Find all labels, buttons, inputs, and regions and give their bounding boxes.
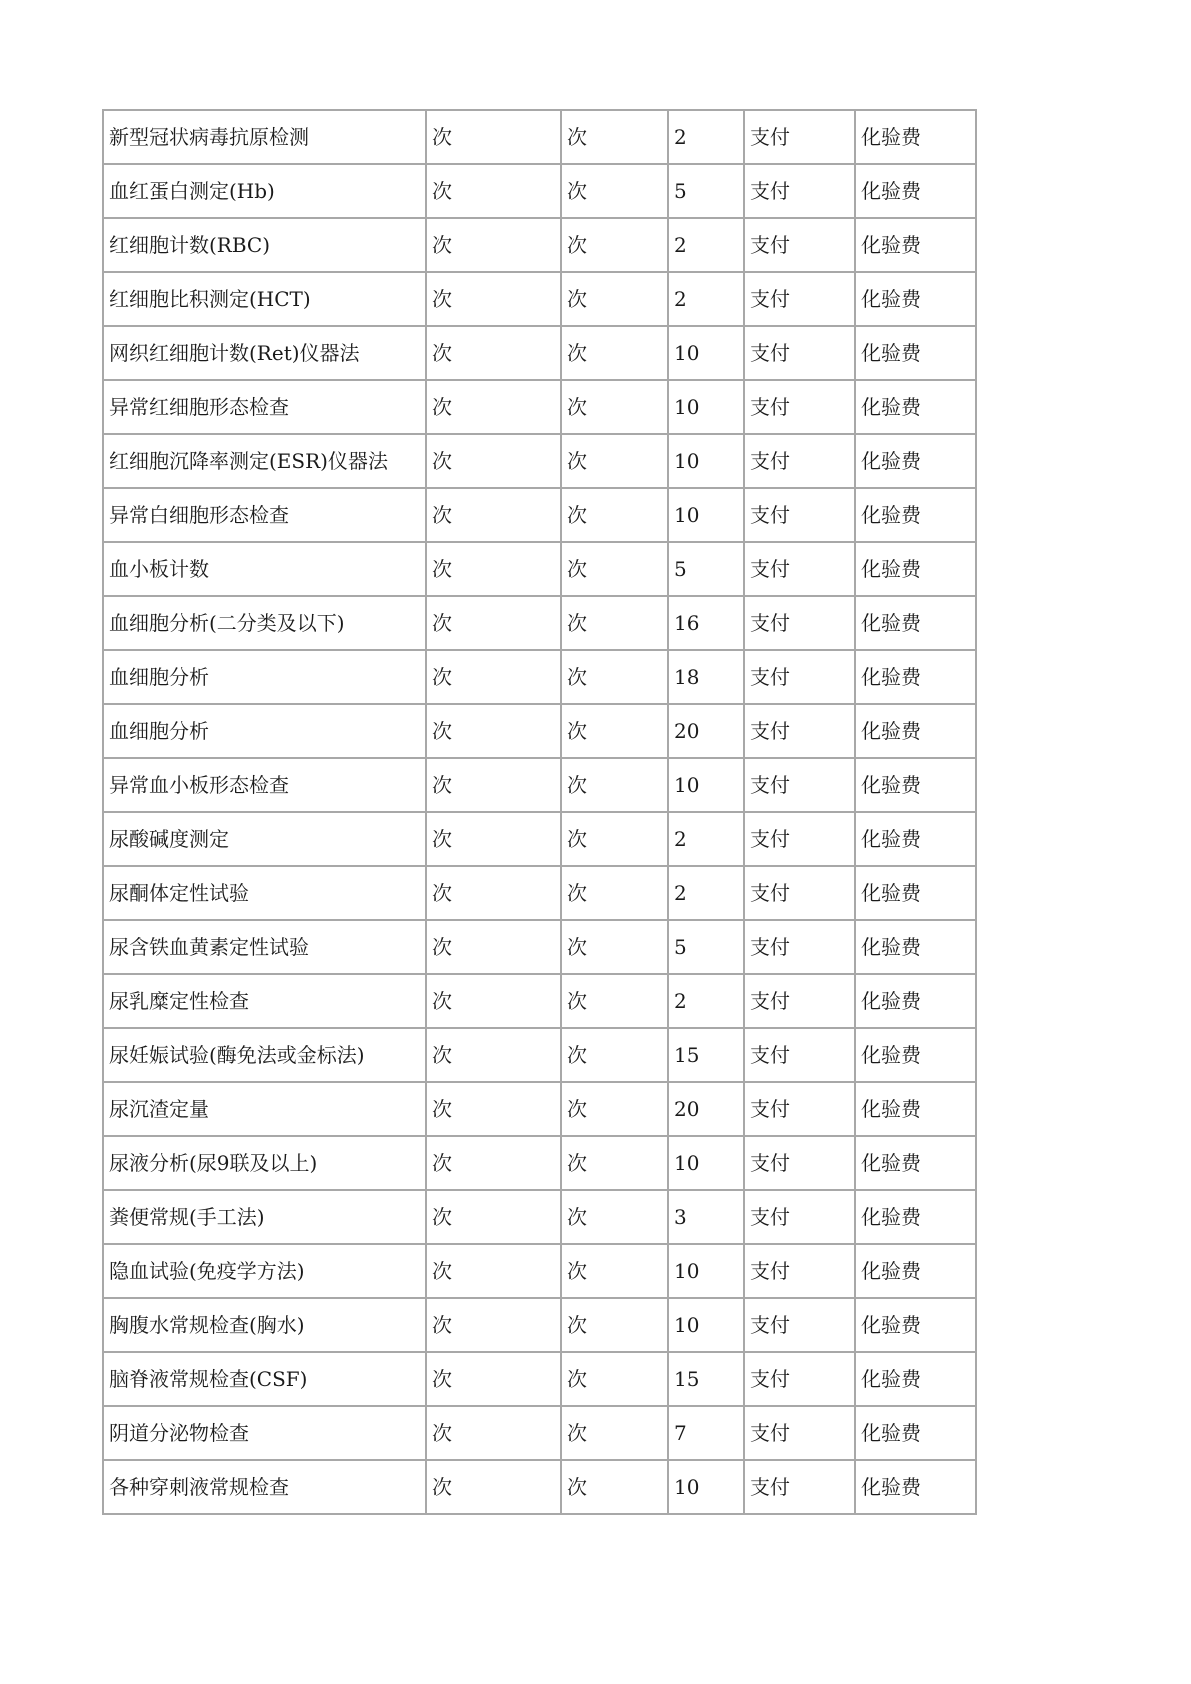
price-cell: 2 xyxy=(668,272,744,326)
fee-category-cell: 化验费 xyxy=(855,758,976,812)
billing-unit-cell: 次 xyxy=(561,704,668,758)
fee-category-cell: 化验费 xyxy=(855,434,976,488)
unit-cell: 次 xyxy=(426,1244,561,1298)
table-row xyxy=(103,110,976,164)
unit-cell: 次 xyxy=(426,488,561,542)
payment-type-cell: 支付 xyxy=(744,1082,855,1136)
table-row xyxy=(103,326,976,380)
billing-unit-cell: 次 xyxy=(561,434,668,488)
fee-category-cell: 化验费 xyxy=(855,1298,976,1352)
price-cell: 5 xyxy=(668,164,744,218)
payment-type-cell: 支付 xyxy=(744,1298,855,1352)
fee-category-cell: 化验费 xyxy=(855,326,976,380)
fee-category-cell: 化验费 xyxy=(855,920,976,974)
billing-unit-cell: 次 xyxy=(561,1460,668,1514)
table-row xyxy=(103,758,976,812)
unit-cell: 次 xyxy=(426,272,561,326)
price-cell: 10 xyxy=(668,488,744,542)
billing-unit-cell: 次 xyxy=(561,272,668,326)
unit-cell: 次 xyxy=(426,1190,561,1244)
price-cell: 2 xyxy=(668,110,744,164)
payment-type-cell: 支付 xyxy=(744,758,855,812)
payment-type-cell: 支付 xyxy=(744,974,855,1028)
unit-cell: 次 xyxy=(426,1136,561,1190)
payment-type-cell: 支付 xyxy=(744,920,855,974)
item-name-cell: 隐血试验(免疫学方法) xyxy=(103,1244,426,1298)
item-name-cell: 异常红细胞形态检查 xyxy=(103,380,426,434)
price-cell: 10 xyxy=(668,758,744,812)
price-cell: 10 xyxy=(668,1460,744,1514)
table-row xyxy=(103,1352,976,1406)
unit-cell: 次 xyxy=(426,1352,561,1406)
price-cell: 2 xyxy=(668,812,744,866)
billing-unit-cell: 次 xyxy=(561,110,668,164)
table-row xyxy=(103,380,976,434)
price-cell: 7 xyxy=(668,1406,744,1460)
item-name-cell: 血细胞分析(二分类及以下) xyxy=(103,596,426,650)
price-cell: 10 xyxy=(668,434,744,488)
unit-cell: 次 xyxy=(426,758,561,812)
fee-category-cell: 化验费 xyxy=(855,1244,976,1298)
item-name-cell: 血小板计数 xyxy=(103,542,426,596)
price-cell: 15 xyxy=(668,1352,744,1406)
payment-type-cell: 支付 xyxy=(744,218,855,272)
payment-type-cell: 支付 xyxy=(744,1406,855,1460)
price-cell: 2 xyxy=(668,866,744,920)
item-name-cell: 尿乳糜定性检查 xyxy=(103,974,426,1028)
table-row xyxy=(103,650,976,704)
table-row xyxy=(103,866,976,920)
billing-unit-cell: 次 xyxy=(561,380,668,434)
unit-cell: 次 xyxy=(426,326,561,380)
price-cell: 10 xyxy=(668,380,744,434)
billing-unit-cell: 次 xyxy=(561,218,668,272)
unit-cell: 次 xyxy=(426,1406,561,1460)
price-cell: 10 xyxy=(668,1298,744,1352)
billing-unit-cell: 次 xyxy=(561,1136,668,1190)
item-name-cell: 血红蛋白测定(Hb) xyxy=(103,164,426,218)
item-name-cell: 尿液分析(尿9联及以上) xyxy=(103,1136,426,1190)
unit-cell: 次 xyxy=(426,1028,561,1082)
unit-cell: 次 xyxy=(426,1082,561,1136)
payment-type-cell: 支付 xyxy=(744,650,855,704)
fee-category-cell: 化验费 xyxy=(855,110,976,164)
fee-category-cell: 化验费 xyxy=(855,218,976,272)
payment-type-cell: 支付 xyxy=(744,1190,855,1244)
unit-cell: 次 xyxy=(426,1298,561,1352)
table-row xyxy=(103,1460,976,1514)
table-row xyxy=(103,596,976,650)
fee-category-cell: 化验费 xyxy=(855,974,976,1028)
fee-category-cell: 化验费 xyxy=(855,1406,976,1460)
table-row xyxy=(103,1082,976,1136)
fee-category-cell: 化验费 xyxy=(855,380,976,434)
payment-type-cell: 支付 xyxy=(744,488,855,542)
price-cell: 15 xyxy=(668,1028,744,1082)
unit-cell: 次 xyxy=(426,110,561,164)
item-name-cell: 异常白细胞形态检查 xyxy=(103,488,426,542)
fee-category-cell: 化验费 xyxy=(855,1352,976,1406)
price-cell: 18 xyxy=(668,650,744,704)
price-cell: 3 xyxy=(668,1190,744,1244)
table-row xyxy=(103,1244,976,1298)
payment-type-cell: 支付 xyxy=(744,866,855,920)
unit-cell: 次 xyxy=(426,812,561,866)
fee-category-cell: 化验费 xyxy=(855,866,976,920)
fee-table xyxy=(102,109,977,1515)
price-cell: 2 xyxy=(668,218,744,272)
item-name-cell: 尿沉渣定量 xyxy=(103,1082,426,1136)
fee-category-cell: 化验费 xyxy=(855,272,976,326)
table-row xyxy=(103,974,976,1028)
fee-category-cell: 化验费 xyxy=(855,1136,976,1190)
table-row xyxy=(103,488,976,542)
table-row xyxy=(103,920,976,974)
price-cell: 10 xyxy=(668,326,744,380)
table-row xyxy=(103,1298,976,1352)
table-row xyxy=(103,812,976,866)
fee-category-cell: 化验费 xyxy=(855,1028,976,1082)
billing-unit-cell: 次 xyxy=(561,488,668,542)
billing-unit-cell: 次 xyxy=(561,974,668,1028)
payment-type-cell: 支付 xyxy=(744,596,855,650)
billing-unit-cell: 次 xyxy=(561,650,668,704)
item-name-cell: 血细胞分析 xyxy=(103,650,426,704)
table-row xyxy=(103,1406,976,1460)
unit-cell: 次 xyxy=(426,974,561,1028)
payment-type-cell: 支付 xyxy=(744,1244,855,1298)
unit-cell: 次 xyxy=(426,866,561,920)
price-cell: 5 xyxy=(668,542,744,596)
fee-category-cell: 化验费 xyxy=(855,488,976,542)
item-name-cell: 胸腹水常规检查(胸水) xyxy=(103,1298,426,1352)
billing-unit-cell: 次 xyxy=(561,1190,668,1244)
price-cell: 2 xyxy=(668,974,744,1028)
price-cell: 20 xyxy=(668,704,744,758)
billing-unit-cell: 次 xyxy=(561,542,668,596)
fee-category-cell: 化验费 xyxy=(855,596,976,650)
payment-type-cell: 支付 xyxy=(744,110,855,164)
unit-cell: 次 xyxy=(426,542,561,596)
payment-type-cell: 支付 xyxy=(744,326,855,380)
item-name-cell: 阴道分泌物检查 xyxy=(103,1406,426,1460)
unit-cell: 次 xyxy=(426,704,561,758)
item-name-cell: 尿酸碱度测定 xyxy=(103,812,426,866)
billing-unit-cell: 次 xyxy=(561,1028,668,1082)
unit-cell: 次 xyxy=(426,434,561,488)
table-row xyxy=(103,434,976,488)
fee-category-cell: 化验费 xyxy=(855,164,976,218)
unit-cell: 次 xyxy=(426,380,561,434)
item-name-cell: 尿含铁血黄素定性试验 xyxy=(103,920,426,974)
table-row xyxy=(103,272,976,326)
table-row xyxy=(103,1190,976,1244)
unit-cell: 次 xyxy=(426,920,561,974)
billing-unit-cell: 次 xyxy=(561,1298,668,1352)
billing-unit-cell: 次 xyxy=(561,164,668,218)
billing-unit-cell: 次 xyxy=(561,596,668,650)
fee-category-cell: 化验费 xyxy=(855,542,976,596)
unit-cell: 次 xyxy=(426,596,561,650)
fee-category-cell: 化验费 xyxy=(855,704,976,758)
fee-category-cell: 化验费 xyxy=(855,812,976,866)
fee-category-cell: 化验费 xyxy=(855,1460,976,1514)
item-name-cell: 网织红细胞计数(Ret)仪器法 xyxy=(103,326,426,380)
item-name-cell: 红细胞沉降率测定(ESR)仪器法 xyxy=(103,434,426,488)
item-name-cell: 粪便常规(手工法) xyxy=(103,1190,426,1244)
price-cell: 5 xyxy=(668,920,744,974)
billing-unit-cell: 次 xyxy=(561,326,668,380)
table-row xyxy=(103,164,976,218)
billing-unit-cell: 次 xyxy=(561,1082,668,1136)
payment-type-cell: 支付 xyxy=(744,1028,855,1082)
item-name-cell: 新型冠状病毒抗原检测 xyxy=(103,110,426,164)
item-name-cell: 红细胞计数(RBC) xyxy=(103,218,426,272)
item-name-cell: 红细胞比积测定(HCT) xyxy=(103,272,426,326)
table-row xyxy=(103,1028,976,1082)
billing-unit-cell: 次 xyxy=(561,758,668,812)
billing-unit-cell: 次 xyxy=(561,866,668,920)
item-name-cell: 尿妊娠试验(酶免法或金标法) xyxy=(103,1028,426,1082)
payment-type-cell: 支付 xyxy=(744,542,855,596)
unit-cell: 次 xyxy=(426,1460,561,1514)
fee-category-cell: 化验费 xyxy=(855,1082,976,1136)
item-name-cell: 各种穿刺液常规检查 xyxy=(103,1460,426,1514)
item-name-cell: 异常血小板形态检查 xyxy=(103,758,426,812)
payment-type-cell: 支付 xyxy=(744,434,855,488)
billing-unit-cell: 次 xyxy=(561,1244,668,1298)
payment-type-cell: 支付 xyxy=(744,1352,855,1406)
unit-cell: 次 xyxy=(426,650,561,704)
payment-type-cell: 支付 xyxy=(744,380,855,434)
price-cell: 16 xyxy=(668,596,744,650)
fee-category-cell: 化验费 xyxy=(855,650,976,704)
billing-unit-cell: 次 xyxy=(561,920,668,974)
fee-table-body xyxy=(103,110,976,1514)
payment-type-cell: 支付 xyxy=(744,812,855,866)
price-cell: 10 xyxy=(668,1136,744,1190)
fee-category-cell: 化验费 xyxy=(855,1190,976,1244)
item-name-cell: 脑脊液常规检查(CSF) xyxy=(103,1352,426,1406)
item-name-cell: 血细胞分析 xyxy=(103,704,426,758)
billing-unit-cell: 次 xyxy=(561,1406,668,1460)
table-row xyxy=(103,1136,976,1190)
unit-cell: 次 xyxy=(426,218,561,272)
payment-type-cell: 支付 xyxy=(744,704,855,758)
table-row xyxy=(103,542,976,596)
price-cell: 20 xyxy=(668,1082,744,1136)
item-name-cell: 尿酮体定性试验 xyxy=(103,866,426,920)
table-row xyxy=(103,704,976,758)
unit-cell: 次 xyxy=(426,164,561,218)
table-row xyxy=(103,218,976,272)
payment-type-cell: 支付 xyxy=(744,272,855,326)
payment-type-cell: 支付 xyxy=(744,1136,855,1190)
billing-unit-cell: 次 xyxy=(561,1352,668,1406)
price-cell: 10 xyxy=(668,1244,744,1298)
billing-unit-cell: 次 xyxy=(561,812,668,866)
payment-type-cell: 支付 xyxy=(744,164,855,218)
payment-type-cell: 支付 xyxy=(744,1460,855,1514)
